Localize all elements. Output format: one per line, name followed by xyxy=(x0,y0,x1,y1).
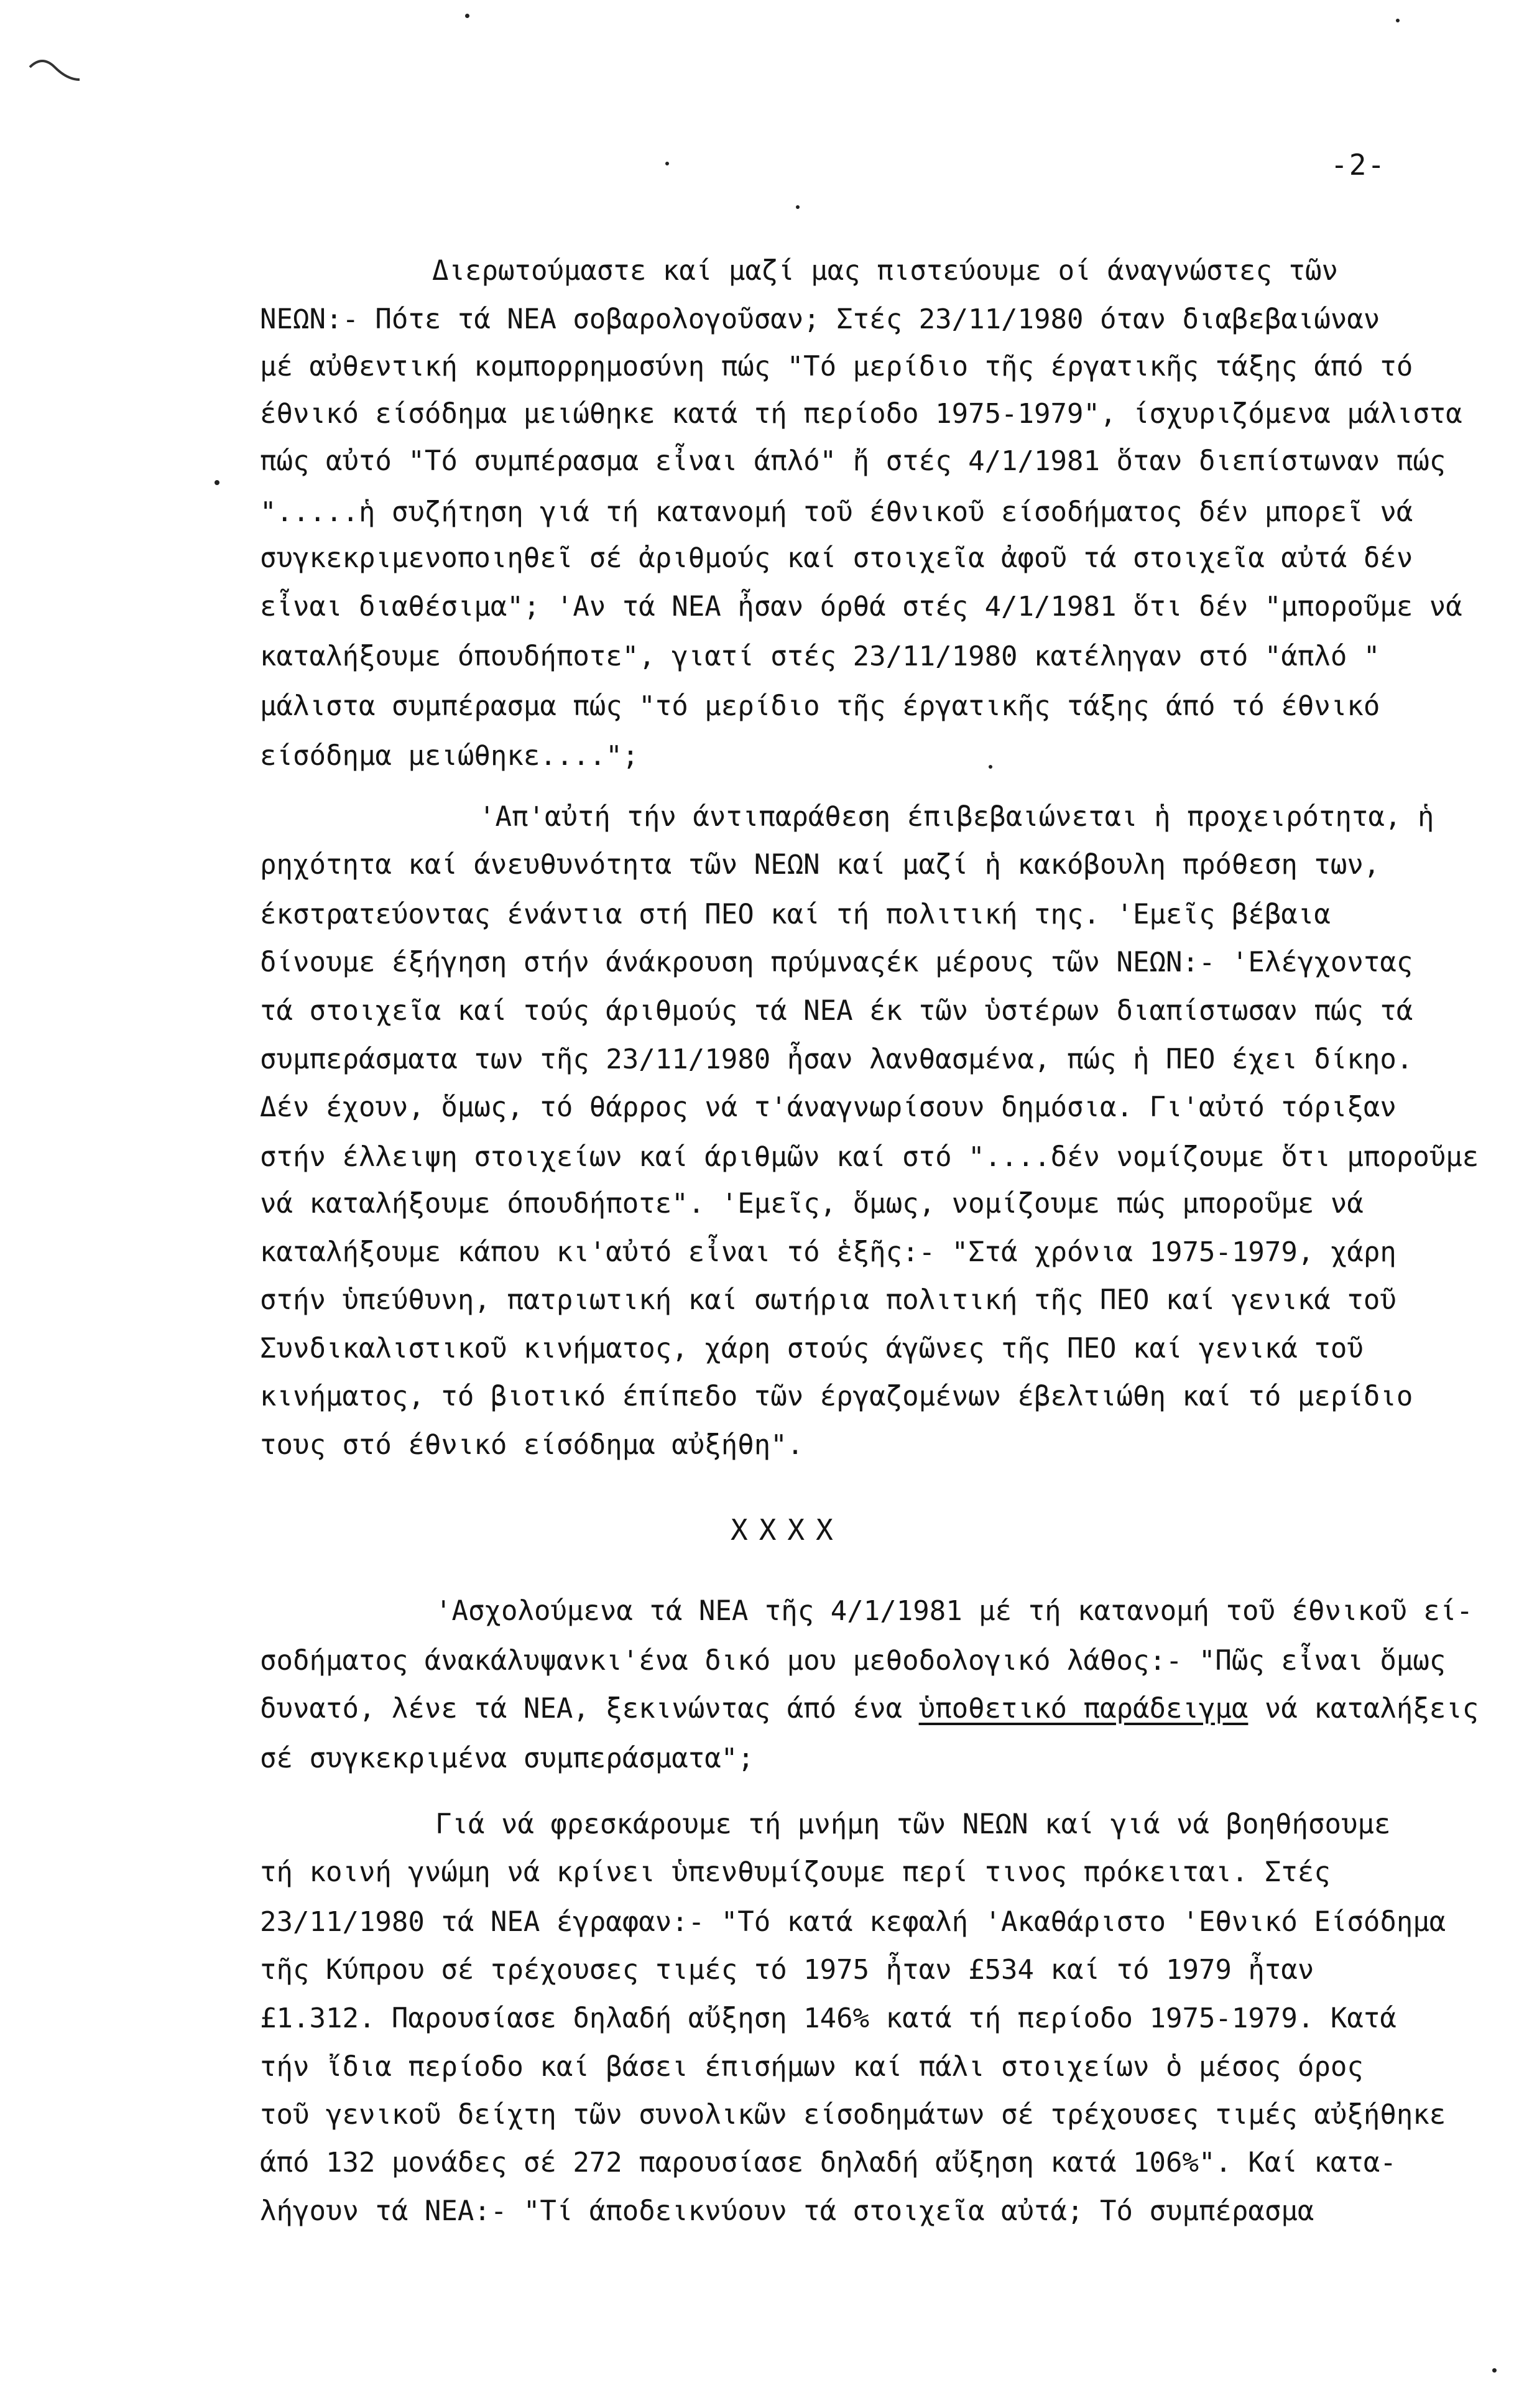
text-line: καταλήξουμε κάπου κι'αὐτό εἶναι τό ἑξῆς:- "Στά χρόνια 1975-1979, χάρη xyxy=(260,1236,1396,1268)
text-line: άπό 132 μονάδες σέ 272 παρουσίασε δηλαδή αὔξηση κατά 106%". Καί κατα- xyxy=(260,2147,1396,2179)
text-line: 'Απ'αὐτή τήν άντιπαράθεση έπιβεβαιώνεται ἡ προχειρότητα, ἡ xyxy=(479,801,1434,833)
text-segment: νά καταλήξεις xyxy=(1248,1693,1479,1725)
text-line: είσόδημα μειώθηκε...."; xyxy=(260,740,639,772)
text-line: ρηχότητα καί άνευθυνότητα τῶν ΝΕΩΝ καί μαζί ἡ κακόβουλη πρόθεση των, xyxy=(260,849,1380,881)
scan-speck xyxy=(1396,19,1400,22)
text-line: έθνικό είσόδημα μειώθηκε κατά τή περίοδο 1975-1979", ίσχυριζόμενα μάλιστα xyxy=(260,398,1462,430)
text-line: κινήματος, τό βιοτικό έπίπεδο τῶν έργαζομένων έβελτιώθη καί τό μερίδιο xyxy=(260,1381,1413,1412)
text-line: Δέν έχουν, ὅμως, τό θάρρος νά τ'άναγνωρίσουν δημόσια. Γι'αὐτό τόριξαν xyxy=(260,1091,1396,1123)
section-separator: XXXX xyxy=(731,1513,844,1547)
text-line: στήν ὑπεύθυνη, πατριωτική καί σωτήρια πολιτική τῆς ΠΕΟ καί γενικά τοῦ xyxy=(260,1284,1396,1316)
scan-speck xyxy=(1492,2368,1497,2373)
text-line: εἶναι διαθέσιμα"; 'Αν τά ΝΕΑ ἦσαν όρθά στές 4/1/1981 ὅτι δέν "μποροῦμε νά xyxy=(260,591,1462,623)
scan-speck xyxy=(215,480,219,485)
text-line: συγκεκριμενοποιηθεῖ σέ ἀριθμούς καί στοιχεῖα ἀφοῦ τά στοιχεῖα αὐτά δέν xyxy=(260,542,1413,574)
text-line: συμπεράσματα των τῆς 23/11/1980 ἦσαν λανθασμένα, πώς ἡ ΠΕΟ έχει δίκηο. xyxy=(260,1044,1413,1075)
text-line: τοῦ γενικοῦ δείχτη τῶν συνολικῶν είσοδημάτων σέ τρέχουσες τιμές αὐξήθηκε xyxy=(260,2099,1446,2131)
page-number: -2- xyxy=(1331,148,1387,182)
text-line: δίνουμε έξήγηση στήν άνάκρουση πρύμναςέκ μέρους τῶν ΝΕΩΝ:- 'Ελέγχοντας xyxy=(260,947,1413,978)
text-line: 'Ασχολούμενα τά ΝΕΑ τῆς 4/1/1981 μέ τή κατανομή τοῦ έθνικοῦ εί- xyxy=(435,1595,1473,1627)
text-line: τῆς Κύπρου σέ τρέχουσες τιμές τό 1975 ἦταν £534 καί τό 1979 ἦταν xyxy=(260,1954,1314,1986)
text-line-with-underline xyxy=(260,1693,1479,1725)
text-segment: δυνατό, λένε τά ΝΕΑ, ξεκινώντας άπό ένα xyxy=(260,1693,919,1725)
text-line: ΝΕΩΝ:- Πότε τά ΝΕΑ σοβαρολογοῦσαν; Στές 23/11/1980 όταν διαβεβαιώναν xyxy=(260,303,1380,335)
text-line: τους στό έθνικό είσόδημα αὐξήθη". xyxy=(260,1429,804,1461)
scan-mark xyxy=(24,49,86,92)
text-line: λήγουν τά ΝΕΑ:- "Τί άποδεικνύουν τά στοιχεῖα αὐτά; Τό συμπέρασμα xyxy=(260,2195,1314,2227)
text-line: σέ συγκεκριμένα συμπεράσματα"; xyxy=(260,1743,754,1774)
underlined-phrase: ὑποθετικό παράδειγμα xyxy=(918,1693,1249,1725)
scan-speck xyxy=(465,14,469,18)
scan-speck xyxy=(796,205,800,209)
text-line: σοδήματος άνακάλυψανκι'ένα δικό μου μεθοδολογικό λάθος:- "Πῶς εἶναι ὅμως xyxy=(260,1645,1446,1677)
text-line: 23/11/1980 τά ΝΕΑ έγραφαν:- "Τό κατά κεφαλή 'Ακαθάριστο 'Εθνικό Είσόδημα xyxy=(260,1906,1446,1938)
text-line: £1.312. Παρουσίασε δηλαδή αὔξηση 146% κατά τή περίοδο 1975-1979. Κατά xyxy=(260,2003,1396,2034)
text-line: ".....ἡ συζήτηση γιά τή κατανομή τοῦ έθνικοῦ είσοδήματος δέν μπορεῖ νά xyxy=(260,496,1413,528)
text-line: πώς αὐτό "Τό συμπέρασμα εἶναι άπλό" ἤ στές 4/1/1981 ὅταν διεπίστωναν πώς xyxy=(260,445,1446,477)
text-line: Γιά νά φρεσκάρουμε τή μνήμη τῶν ΝΕΩΝ καί γιά νά βοηθήσουμε xyxy=(435,1808,1391,1840)
text-line: Διερωτούμαστε καί μαζί μας πιστεύουμε οί άναγνώστες τῶν xyxy=(432,255,1338,287)
scan-speck xyxy=(665,162,669,165)
text-line: τά στοιχεῖα καί τούς άριθμούς τά ΝΕΑ έκ τῶν ὑστέρων διαπίστωσαν πώς τά xyxy=(260,995,1413,1027)
text-line: τή κοινή γνώμη νά κρίνει ὑπενθυμίζουμε περί τινος πρόκειται. Στές xyxy=(260,1856,1331,1888)
text-line: μάλιστα συμπέρασμα πώς "τό μερίδιο τῆς έργατικῆς τάξης άπό τό έθνικό xyxy=(260,690,1380,722)
text-line: τήν ἴδια περίοδο καί βάσει έπισήμων καί πάλι στοιχείων ὁ μέσος όρος xyxy=(260,2051,1364,2083)
text-line: έκστρατεύοντας ένάντια στή ΠΕΟ καί τή πολιτική της. 'Εμεῖς βέβαια xyxy=(260,899,1331,930)
text-line: νά καταλήξουμε όπουδήποτε". 'Εμεῖς, ὅμως, νομίζουμε πώς μποροῦμε νά xyxy=(260,1188,1364,1220)
text-line: μέ αὐθεντική κομπορρημοσύνη πώς "Τό μερίδιο τῆς έργατικῆς τάξης άπό τό xyxy=(260,351,1413,382)
text-line: Συνδικαλιστικοῦ κινήματος, χάρη στούς άγῶνες τῆς ΠΕΟ καί γενικά τοῦ xyxy=(260,1333,1364,1364)
text-line: στήν έλλειψη στοιχείων καί άριθμῶν καί στό "....δέν νομίζουμε ὅτι μποροῦμε xyxy=(260,1141,1479,1173)
scan-speck xyxy=(989,765,992,769)
text-line: καταλήξουμε όπουδήποτε", γιατί στές 23/11/1980 κατέληγαν στό "άπλό " xyxy=(260,641,1380,672)
